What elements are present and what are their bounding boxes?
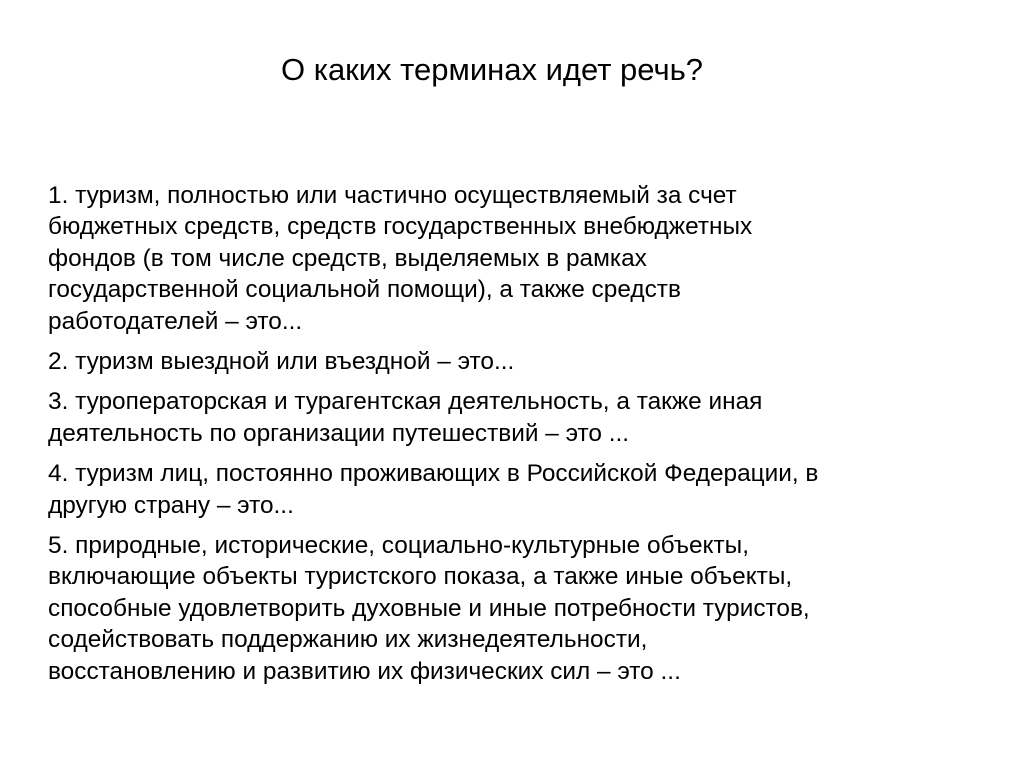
term-item-1-line-2: бюджетных средств, средств государственных внебюджетных xyxy=(48,213,753,241)
term-item-5-line-4: содействовать поддержанию их жизнедеятельности, xyxy=(48,626,648,654)
term-item-5 xyxy=(48,530,988,687)
term-item-3-line-1: 3. туроператорская и турагентская деятельность, а также иная xyxy=(48,388,763,416)
term-item-1-line-5: работодателей – это... xyxy=(48,307,303,335)
term-item-1-line-4: государственной социальной помощи), а также средств xyxy=(48,276,681,304)
terms-list xyxy=(48,180,988,696)
term-item-4-line-2: другую страну – это... xyxy=(48,491,294,519)
term-item-1-line-3: фондов (в том числе средств, выделяемых в рамках xyxy=(48,244,647,272)
term-item-4 xyxy=(48,458,988,521)
term-item-1-line-1: 1. туризм, полностью или частично осуществляемый за счет xyxy=(48,182,737,209)
term-item-3 xyxy=(48,386,988,449)
term-item-3-line-2: деятельность по организации путешествий – это ... xyxy=(48,419,630,447)
term-item-5-line-5: восстановлению и развитию их физических сил – это ... xyxy=(48,657,681,685)
slide-title: О каких терминах идет речь? xyxy=(280,52,704,87)
term-item-4-line-1: 4. туризм лиц, постоянно проживающих в Российской Федерации, в xyxy=(48,460,819,488)
term-item-2 xyxy=(48,346,988,377)
term-item-5-line-3: способные удовлетворить духовные и иные потребности туристов, xyxy=(48,594,810,622)
term-item-1 xyxy=(48,180,988,337)
term-item-5-line-1: 5. природные, исторические, социально-культурные объекты, xyxy=(48,532,749,560)
term-item-5-line-2: включающие объекты туристского показа, а также иные объекты, xyxy=(48,563,793,591)
term-item-2-line-1: 2. туризм выездной или въездной – это... xyxy=(48,348,515,376)
